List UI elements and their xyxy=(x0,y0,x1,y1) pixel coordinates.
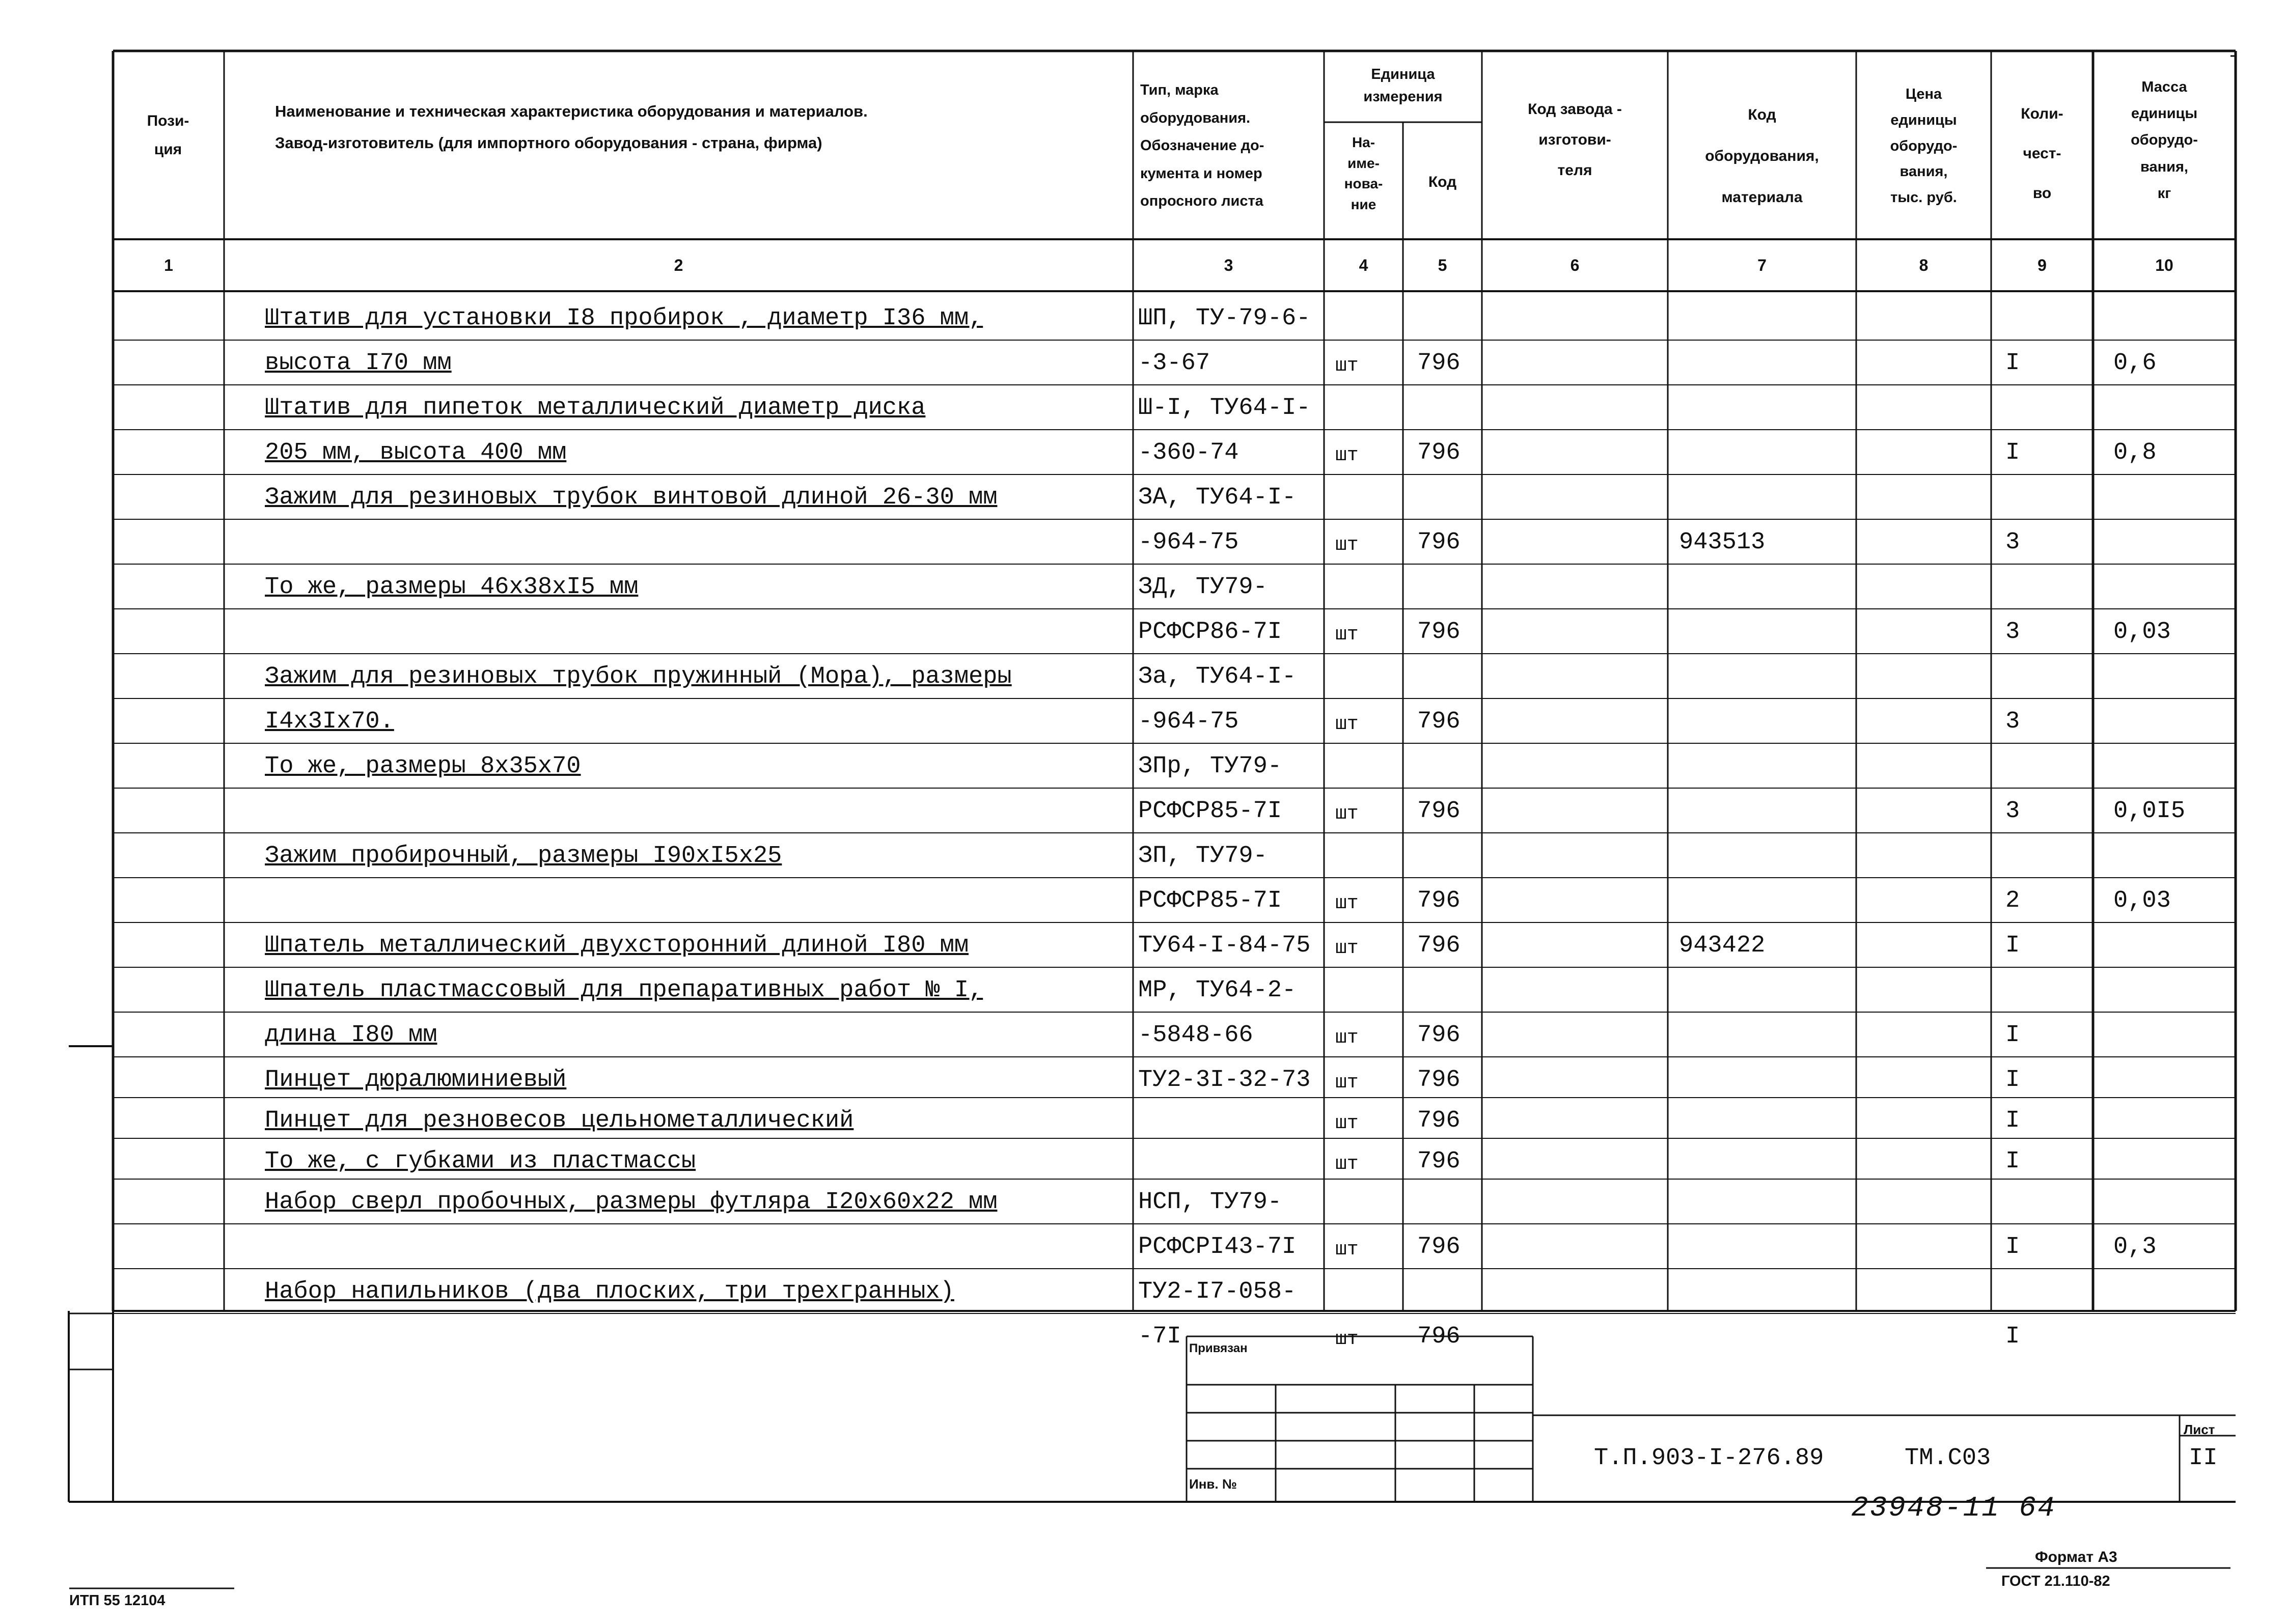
cell-quantity: 2 xyxy=(2005,887,2020,914)
cell-unit-code: 796 xyxy=(1417,350,1461,377)
cell-type: Ш-I, ТУ64-I- xyxy=(1138,395,1311,422)
cell-type: -7I xyxy=(1138,1323,1181,1350)
cell-type: РСФСР85-7I xyxy=(1138,798,1282,825)
cell-quantity: I xyxy=(2005,1067,2020,1094)
stamp-inventory-label: Инв. № xyxy=(1189,1476,1237,1492)
cell-name: Штатив для пипеток металлический диаметр диска xyxy=(265,395,926,422)
cell-name: высота I70 мм xyxy=(265,350,452,377)
cell-unit: шт xyxy=(1335,892,1359,914)
cell-name: То же, с губками из пластмассы xyxy=(265,1148,696,1175)
cell-type: ШП, ТУ-79-6- xyxy=(1138,305,1311,332)
cell-quantity: I xyxy=(2005,1107,2020,1134)
document-number: Т.П.903-I-276.89 xyxy=(1594,1445,1824,1472)
paper-format: Формат А3 xyxy=(2035,1549,2117,1565)
cell-mass: 0,6 xyxy=(2113,350,2157,377)
cell-type: РСФСР86-7I xyxy=(1138,619,1282,646)
column-number-7: 7 xyxy=(1757,256,1767,274)
cell-name: Зажим для резиновых трубок пружинный (Мора), размеры xyxy=(265,663,1012,690)
sheet-label: Лист xyxy=(2184,1422,2215,1437)
cell-unit-code: 796 xyxy=(1417,887,1461,914)
cell-type: ЗП, ТУ79- xyxy=(1138,843,1268,870)
cell-name: Шпатель металлический двухсторонний длиной I80 мм xyxy=(265,932,969,959)
column-number-10: 10 xyxy=(2155,256,2173,274)
cell-unit: шт xyxy=(1335,1239,1359,1261)
column-number-4: 4 xyxy=(1359,256,1368,274)
cell-type: ЗА, ТУ64-I- xyxy=(1138,484,1297,511)
cell-unit: шт xyxy=(1335,937,1359,959)
sheet-number: II xyxy=(2189,1445,2218,1472)
column-number-9: 9 xyxy=(2037,256,2047,274)
cell-type: ЗД, ТУ79- xyxy=(1138,574,1268,601)
cell-mass: 0,03 xyxy=(2113,887,2171,914)
header-price: Цена единицы оборудо- вания, тыс. руб. xyxy=(1890,86,1958,206)
document-code: ТМ.С03 xyxy=(1905,1445,1991,1472)
cell-type: МР, ТУ64-2- xyxy=(1138,977,1297,1004)
cell-type: За, ТУ64-I- xyxy=(1138,663,1297,690)
cell-unit-code: 796 xyxy=(1417,1022,1461,1049)
cell-unit: шт xyxy=(1335,355,1359,377)
handwritten-archive-number: 23948-11 64 xyxy=(1851,1492,2056,1524)
cell-type: РСФСРI43-7I xyxy=(1138,1234,1297,1261)
cell-type: -964-75 xyxy=(1138,708,1239,735)
cell-quantity: 3 xyxy=(2005,708,2020,735)
column-number-1: 1 xyxy=(164,256,173,274)
column-number-8: 8 xyxy=(1919,256,1929,274)
cell-name: То же, размеры 46х38хI5 мм xyxy=(265,574,639,601)
cell-unit-code: 796 xyxy=(1417,1148,1461,1175)
cell-mass: 0,8 xyxy=(2113,439,2157,466)
itp-reference: ИТП 55 12104 xyxy=(69,1592,166,1609)
cell-type: -964-75 xyxy=(1138,529,1239,556)
cell-quantity: 3 xyxy=(2005,619,2020,646)
column-number-6: 6 xyxy=(1570,256,1580,274)
header-unit-code: Код xyxy=(1428,174,1457,190)
cell-unit: шт xyxy=(1335,1027,1359,1049)
cell-mass: 0,03 xyxy=(2113,619,2171,646)
cell-type: -5848-66 xyxy=(1138,1022,1253,1049)
cell-quantity: I xyxy=(2005,1323,2020,1350)
cell-unit-code: 796 xyxy=(1417,798,1461,825)
cell-unit: шт xyxy=(1335,1112,1359,1134)
cell-quantity: 3 xyxy=(2005,529,2020,556)
gost-reference: ГОСТ 21.110-82 xyxy=(2001,1573,2110,1589)
cell-type: РСФСР85-7I xyxy=(1138,887,1282,914)
cell-quantity: I xyxy=(2005,1234,2020,1261)
cell-quantity: I xyxy=(2005,439,2020,466)
cell-name: Набор сверл пробочных, размеры футляра I20х60х22 мм xyxy=(265,1189,998,1216)
cell-unit-code: 796 xyxy=(1417,1107,1461,1134)
cell-type: ТУ2-I7-058- xyxy=(1138,1278,1297,1305)
cell-name: Штатив для установки I8 пробирок , диаметр I36 мм, xyxy=(265,305,983,332)
header-unit-name: На- име- нова- ние xyxy=(1344,134,1383,212)
cell-type: ТУ64-I-84-75 xyxy=(1138,932,1311,959)
cell-unit: шт xyxy=(1335,624,1359,646)
cell-type: ЗПр, ТУ79- xyxy=(1138,753,1282,780)
column-number-2: 2 xyxy=(674,256,683,274)
cell-name: То же, размеры 8х35х70 xyxy=(265,753,581,780)
header-factory-code: Код завода - изготови- теля xyxy=(1528,101,1622,179)
cell-name: Пинцет дюралюминиевый xyxy=(265,1067,567,1094)
cell-unit: шт xyxy=(1335,803,1359,825)
cell-unit-code: 796 xyxy=(1417,1234,1461,1261)
cell-unit-code: 796 xyxy=(1417,619,1461,646)
cell-type: НСП, ТУ79- xyxy=(1138,1189,1282,1216)
cell-unit: шт xyxy=(1335,1153,1359,1175)
cell-unit: шт xyxy=(1335,444,1359,466)
column-number-5: 5 xyxy=(1438,256,1447,274)
cell-name: 205 мм, высота 400 мм xyxy=(265,439,567,466)
cell-quantity: I xyxy=(2005,1148,2020,1175)
cell-type: -360-74 xyxy=(1138,439,1239,466)
column-number-3: 3 xyxy=(1224,256,1233,274)
cell-unit: шт xyxy=(1335,534,1359,556)
header-position: Пози- ция xyxy=(147,113,189,158)
header-unit-group: Единица измерения xyxy=(1363,66,1443,105)
cell-quantity: I xyxy=(2005,350,2020,377)
cell-quantity: I xyxy=(2005,932,2020,959)
cell-quantity: 3 xyxy=(2005,798,2020,825)
header-type: Тип, марка оборудования. Обозначение до- кумента и номер опросного листа xyxy=(1140,82,1264,210)
cell-quantity: I xyxy=(2005,1022,2020,1049)
cell-unit-code: 796 xyxy=(1417,708,1461,735)
header-quantity: Коли- чест- во xyxy=(2021,105,2063,202)
header-name: Наименование и техническая характеристика оборудования и материалов. Завод-изготовитель (для импортного оборудования - страна, фирма) xyxy=(275,102,868,152)
cell-unit-code: 796 xyxy=(1417,932,1461,959)
cell-name: Набор напильников (два плоских, три трехгранных) xyxy=(265,1278,954,1305)
cell-name: длина I80 мм xyxy=(265,1022,437,1049)
cell-unit: шт xyxy=(1335,1072,1359,1094)
cell-material-code: 943422 xyxy=(1679,932,1766,959)
header-material-code: Код оборудования, материала xyxy=(1705,106,1819,206)
header-mass: Масса единицы оборудо- вания, кг xyxy=(2131,79,2198,202)
cell-material-code: 943513 xyxy=(1679,529,1766,556)
cell-mass: 0,0I5 xyxy=(2113,798,2186,825)
cell-type: ТУ2-3I-32-73 xyxy=(1138,1067,1311,1094)
cell-mass: 0,3 xyxy=(2113,1234,2157,1261)
cell-name: Зажим пробирочный, размеры I90хI5х25 xyxy=(265,843,782,870)
cell-name: Пинцет для резновесов цельнометаллический xyxy=(265,1107,854,1134)
cell-unit: шт xyxy=(1335,1328,1359,1350)
cell-type: -3-67 xyxy=(1138,350,1210,377)
cell-unit-code: 796 xyxy=(1417,1067,1461,1094)
cell-unit-code: 796 xyxy=(1417,529,1461,556)
cell-unit-code: 796 xyxy=(1417,439,1461,466)
cell-name: Зажим для резиновых трубок винтовой длиной 26-30 мм xyxy=(265,484,998,511)
cell-unit: шт xyxy=(1335,713,1359,735)
cell-unit-code: 796 xyxy=(1417,1323,1461,1350)
cell-name: I4х3Iх70. xyxy=(265,708,394,735)
cell-name: Шпатель пластмассовый для препаративных работ № I, xyxy=(265,977,983,1004)
stamp-attached-label: Привязан xyxy=(1189,1341,1248,1355)
